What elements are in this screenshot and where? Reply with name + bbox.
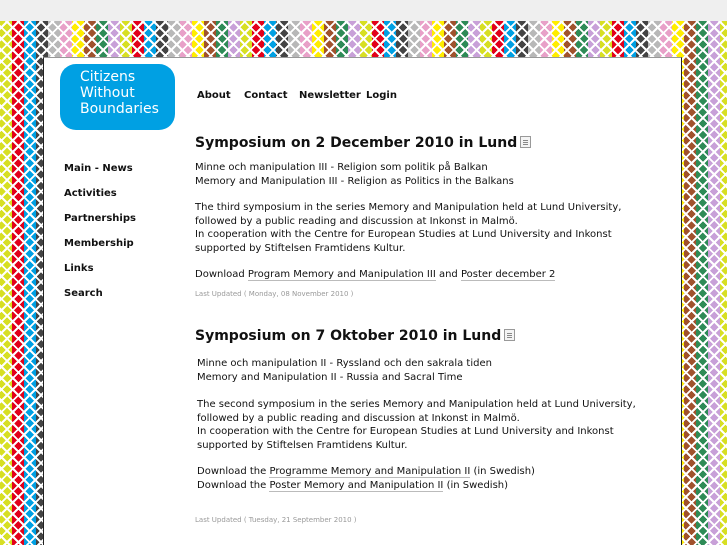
- article-subtitle-sv: Minne och manipulation III - Religion som politik på Balkan: [195, 162, 488, 173]
- sidebar-item-membership[interactable]: Membership: [64, 238, 134, 249]
- last-updated: Last Updated ( Monday, 08 November 2010 ): [195, 289, 354, 298]
- sidebar-item-partnerships[interactable]: Partnerships: [64, 213, 136, 224]
- nav-login[interactable]: Login: [366, 90, 397, 101]
- pdf-icon[interactable]: [504, 329, 515, 341]
- program-download-link[interactable]: Program Memory and Manipulation III: [247, 269, 436, 280]
- sidebar-item-links[interactable]: Links: [64, 263, 94, 274]
- article-title-text: Symposium on 2 December 2010 in Lund: [195, 135, 518, 151]
- article-subtitle-en: Memory and Manipulation III - Religion as Politics in the Balkans: [195, 175, 514, 187]
- article-downloads: [195, 268, 665, 282]
- top-bar: [0, 0, 727, 21]
- article-body: The second symposium in the series Memory and Manipulation held at Lund University, followed by a public reading and discussion at Inkonst in Malmö.: [197, 399, 636, 424]
- article-download-poster: [197, 479, 665, 493]
- article-title-text: Symposium on 7 Oktober 2010 in Lund: [195, 328, 502, 344]
- article-body: The third symposium in the series Memory and Manipulation held at Lund University, followed by a public reading and discussion at Inkonst in Malmö.: [195, 202, 622, 227]
- last-updated: Last Updated ( Tuesday, 21 September 2010 ): [195, 516, 357, 524]
- nav-newsletter[interactable]: Newsletter: [299, 90, 361, 101]
- article-title: [195, 327, 665, 345]
- article-download-programme: [197, 465, 665, 479]
- pdf-icon[interactable]: [520, 136, 531, 148]
- main-content: [195, 134, 665, 528]
- download-and: and: [438, 269, 458, 280]
- nav-about[interactable]: About: [197, 90, 231, 101]
- logo-line-3: Boundaries: [80, 101, 159, 117]
- poster-download-link[interactable]: Poster december 2: [460, 269, 556, 280]
- logo-line-1: Citizens: [80, 69, 136, 85]
- article-body-cooperation: In cooperation with the Centre for European Studies at Lund University and Inkonst supported by Stiftelsen Framtidens Kultur.: [195, 229, 612, 254]
- site-logo[interactable]: [60, 64, 175, 130]
- article-subtitle-en: Memory and Manipulation II - Russia and Sacral Time: [197, 371, 463, 383]
- article: [195, 134, 665, 301]
- sidebar-item-main-news[interactable]: Main - News: [64, 163, 133, 174]
- download-prefix: Download the: [197, 466, 267, 477]
- logo-line-2: Without: [80, 85, 135, 101]
- download-suffix: (in Swedish): [446, 479, 509, 491]
- nav-contact[interactable]: Contact: [244, 90, 288, 101]
- programme-download-link[interactable]: Programme Memory and Manipulation II: [269, 466, 471, 477]
- download-suffix: (in Swedish): [473, 466, 535, 477]
- poster-download-link[interactable]: Poster Memory and Manipulation II: [269, 479, 444, 491]
- article-title: [195, 134, 665, 152]
- sidebar-item-search[interactable]: Search: [64, 288, 103, 299]
- article: [195, 327, 665, 528]
- article-body-cooperation: In cooperation with the Centre for European Studies at Lund University and Inkonst supported by Stiftelsen Framtidens Kultur.: [197, 426, 614, 451]
- download-prefix: Download the: [197, 479, 267, 491]
- download-prefix: Download: [195, 269, 245, 280]
- article-subtitle-sv: Minne och manipulation II - Ryssland och den sakrala tiden: [197, 358, 492, 369]
- sidebar-item-activities[interactable]: Activities: [64, 188, 117, 199]
